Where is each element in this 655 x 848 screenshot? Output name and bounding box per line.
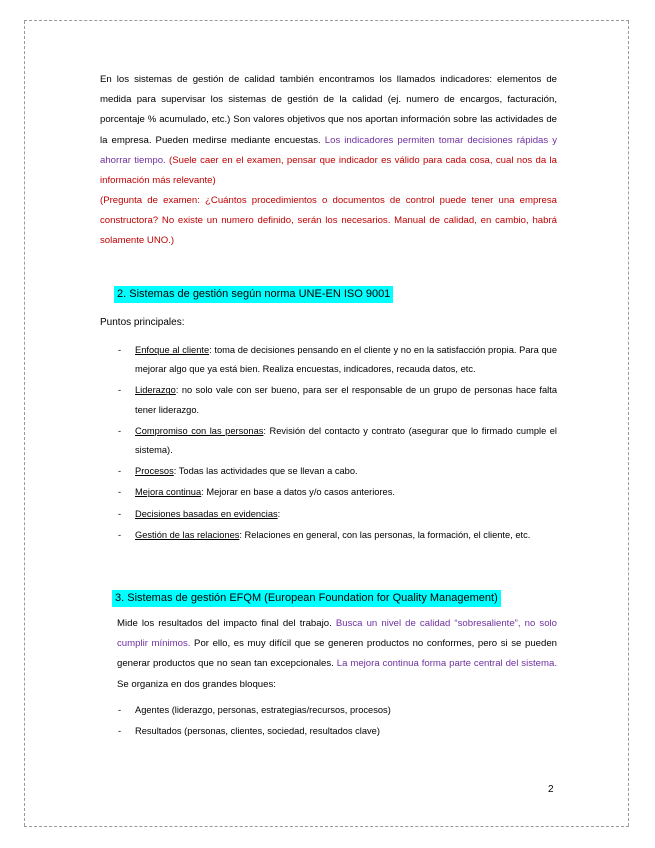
list-item: - Agentes (liderazgo, personas, estrategias/recursos, procesos) — [118, 705, 391, 715]
list-item: - Procesos: Todas las actividades que se llevan a cabo. — [118, 466, 358, 477]
list-item: - Enfoque al cliente: toma de decisiones pensando en el cliente y no en la satisfacción propia. Para que mejorar algo que ya está bien. Realiza encuestas, indicadores, recauda datos, etc. — [118, 345, 557, 375]
exam-question-paragraph: (Pregunta de examen: ¿Cuántos procedimientos o documentos de control puede tener una empresa constructora? No existe un numero definido, serán los necesarios. Manual de calidad, en cambio, habrá solamente UNO.) — [100, 195, 557, 247]
list-item: - Gestión de las relaciones: Relaciones en general, con las personas, la formación, el cliente, etc. — [118, 529, 531, 540]
list-item: - Decisiones basadas en evidencias: — [118, 508, 281, 519]
section2-subtitle: Puntos principales: — [100, 317, 185, 328]
list-item: - Mejora continua: Mejorar en base a datos y/o casos anteriores. — [118, 487, 395, 498]
intro-exam-note: (Suele caer en el examen, pensar que indicador es válido para cada cosa, cual nos da la información más relevante) — [100, 154, 557, 187]
section2-heading: 2. Sistemas de gestión según norma UNE-EN ISO 9001 — [114, 286, 393, 303]
list-item: - Resultados (personas, clientes, sociedad, resultados clave) — [118, 726, 380, 737]
page-number: 2 — [548, 784, 554, 795]
section2-list — [100, 341, 557, 547]
intro-paragraph — [100, 70, 557, 191]
section3-heading: 3. Sistemas de gestión EFQM (European Foundation for Quality Management) — [112, 590, 501, 607]
section3-list — [100, 701, 557, 743]
list-item: - Compromiso con las personas: Revisión del contacto y contrato (asegurar que lo firmado cumple el sistema). — [118, 425, 557, 456]
section3-paragraph: Mide los resultados del impacto final del trabajo. Busca un nivel de calidad “sobresaliente”, no solo cumplir mínimos. Por ello, es muy difícil que se generen productos no conformes, pero si se pueden generar productos que no sean tan excepcionales. La mejora continua forma parte central del sistema. Se organiza en dos grandes bloques: — [117, 618, 557, 690]
list-item: - Liderazgo: no solo vale con ser bueno, para ser el responsable de un grupo de personas hace falta tener liderazgo. — [118, 385, 557, 415]
intro-highlight: Los indicadores permiten tomar decisiones rápidas y ahorrar tiempo. — [100, 134, 557, 166]
intro-text: En los sistemas de gestión de calidad también encontramos los llamados indicadores: elementos de medida para supervisar los sistemas de gestión de la calidad (ej. numero de encargos, facturación, porcentaje % acumulado, etc.) Son valores objetivos que nos aportan información sobre las actividades de la empresa. Pueden medirse mediante encuestas. — [100, 74, 557, 146]
